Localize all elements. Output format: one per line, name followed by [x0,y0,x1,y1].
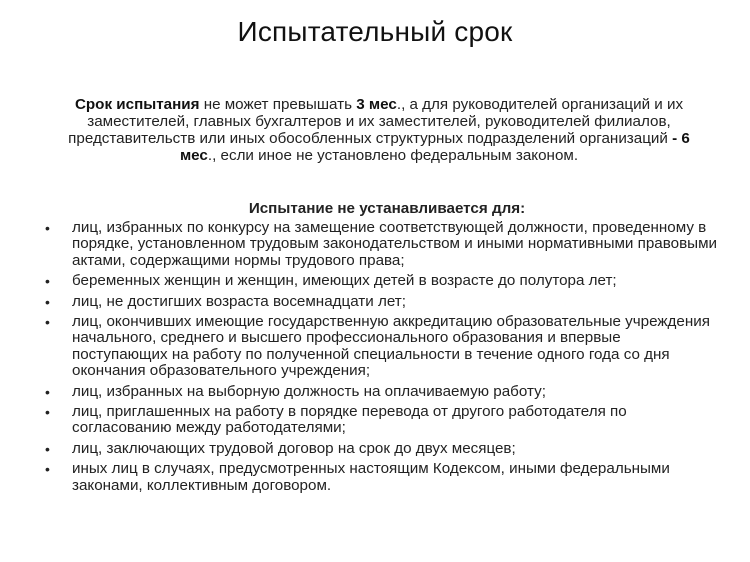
list-item [40,441,720,457]
list-item-text: лиц, окончивших имеющие государственную аккредитацию образовательные учреждения начального, среднего и высшего профессионального образования и впервые поступающих на работу по полученной специальности в течение одного года со дня окончания образовательного учреждения; [72,313,710,380]
bullet-icon: • [45,383,50,400]
list-item-text: иных лиц в случаях, предусмотренных настоящим Кодексом, иными федеральными законами, коллективным договором. [72,460,670,494]
list-item [40,273,720,289]
intro-text-2: ., а для руководителей организаций и их заместителей, главных бухгалтеров и их заместителей, руководителей филиалов, представительств или иных обособленных структурных подразделений организаций [68,96,684,147]
list-item-text: лиц, избранных на выборную должность на оплачиваемую работу; [72,382,546,400]
bullet-icon: • [45,314,50,331]
list-item [40,461,720,494]
list-item-text: лиц, приглашенных на работу в порядке перевода от другого работодателя по согласованию между работодателями; [72,403,627,437]
intro-text-3: ., если иное не установлено федеральным законом. [207,147,579,164]
intro-bold-6-months: - 6 мес [179,130,690,164]
list-item-text: лиц, избранных по конкурсу на замещение соответствующей должности, проведенному в порядке, установленном трудовым законодательством и иными нормативными правовыми актами, содержащими нормы трудового права; [72,219,717,269]
intro-bold-3-months: 3 мес [356,96,397,113]
intro-paragraph [48,96,710,164]
exceptions-heading: Испытание не устанавливается для: [248,200,526,217]
bullet-icon: • [45,404,50,421]
list-item-text: лиц, не достигших возраста восемнадцати лет; [72,292,406,310]
bullet-icon: • [45,461,50,478]
list-item [40,314,720,380]
intro-bold-lead: Срок испытания [74,96,200,113]
bullet-icon: • [45,293,50,310]
list-item [40,384,720,400]
list-item-text: беременных женщин и женщин, имеющих детей в возрасте до полутора лет; [72,272,617,290]
exceptions-list [40,220,720,498]
list-item [40,220,720,269]
list-item-text: лиц, заключающих трудовой договор на срок до двух месяцев; [72,439,516,457]
bullet-icon: • [45,440,50,457]
slide-title: Испытательный срок [237,16,513,47]
list-item [40,404,720,437]
intro-text-1: не может превышать [199,96,357,113]
bullet-icon: • [45,273,50,290]
list-item [40,294,720,310]
bullet-icon: • [45,220,50,236]
